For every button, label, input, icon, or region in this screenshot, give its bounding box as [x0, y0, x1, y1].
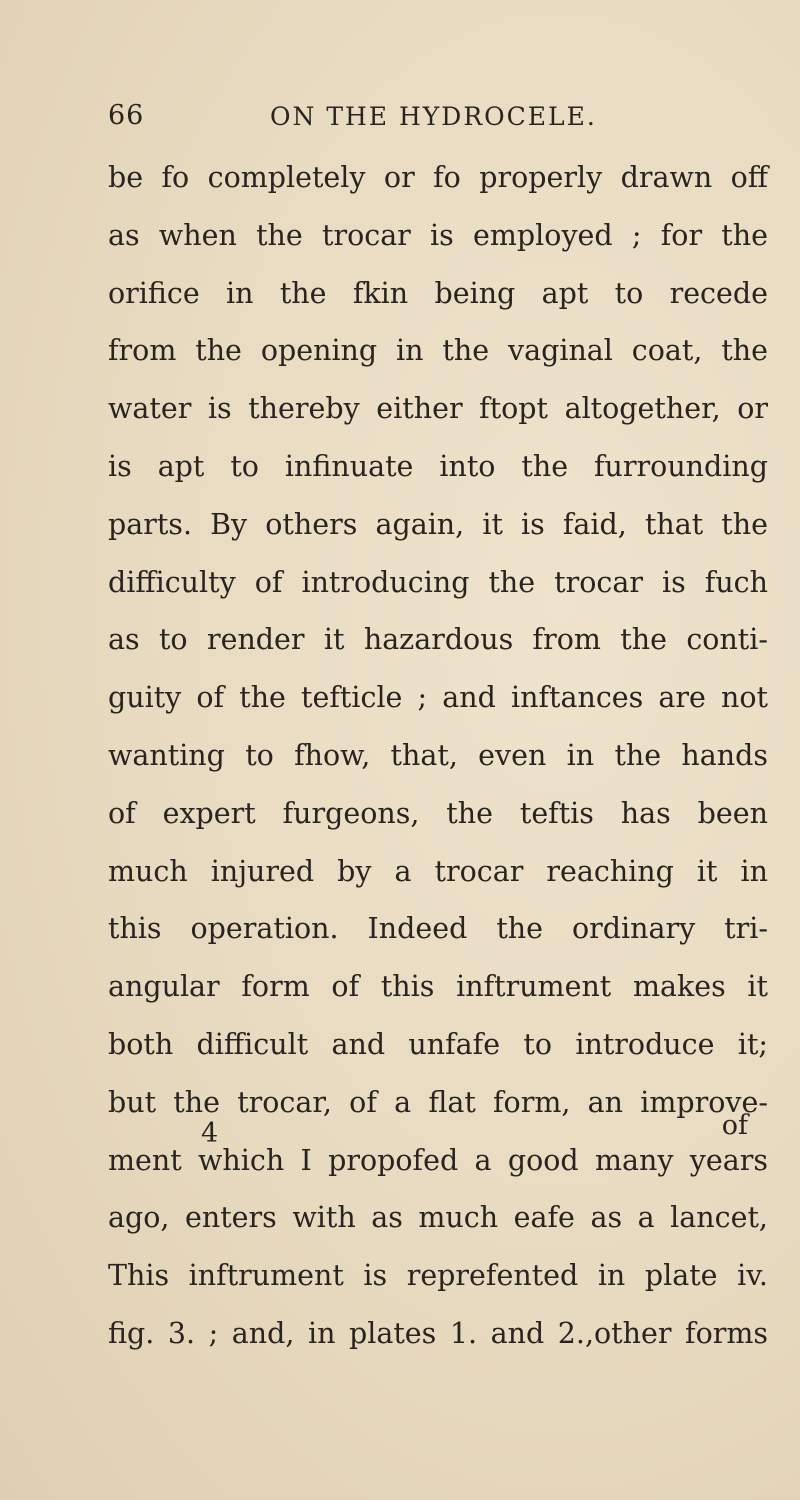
text-line: orifice in the fkin being apt to recede: [108, 276, 768, 310]
text-line: of expert furgeons, the teftis has been: [108, 796, 768, 830]
signature-mark: 4: [201, 1118, 219, 1149]
text-line: but the trocar, of a flat form, an improve-: [108, 1085, 768, 1119]
text-line: guity of the tefticle ; and inftances are not: [108, 681, 768, 715]
text-line: angular form of this inftrument makes it: [108, 970, 768, 1004]
text-line: water is thereby either ftopt altogether, or: [108, 392, 768, 426]
text-line: is apt to infinuate into the furrounding: [108, 449, 768, 483]
text-line: fig. 3. ; and, in plates 1. and 2.,other forms: [108, 1316, 768, 1350]
page-footer: [108, 1110, 748, 1168]
text-line: difficulty of introducing the trocar is fuch: [108, 565, 768, 599]
text-line: both difficult and unfafe to introduce it;: [108, 1027, 768, 1061]
running-head: [108, 100, 748, 140]
page-number: 66: [108, 100, 145, 131]
text-line: be fo completely or fo properly drawn off: [108, 161, 768, 194]
text-line: as when the trocar is employed ; for the: [108, 218, 768, 252]
text-line: parts. By others again, it is faid, that the: [108, 507, 768, 541]
text-line: as to render it hazardous from the conti-: [108, 623, 768, 657]
text-line: from the opening in the vaginal coat, the: [108, 334, 768, 368]
text-line: ago, enters with as much eafe as a lancet,: [108, 1201, 768, 1235]
text-line: much injured by a trocar reaching it in: [108, 854, 768, 888]
catchword: of: [721, 1110, 748, 1141]
text-line: This inftrument is reprefented in plate iv.: [108, 1259, 768, 1293]
running-title: ON THE HYDROCELE.: [270, 102, 597, 131]
text-line: this operation. Indeed the ordinary tri-: [108, 912, 768, 946]
text-line: wanting to fhow, that, even in the hands: [108, 738, 768, 772]
body-text: [108, 158, 768, 1372]
text-line: ment which I propofed a good many years: [108, 1143, 768, 1177]
